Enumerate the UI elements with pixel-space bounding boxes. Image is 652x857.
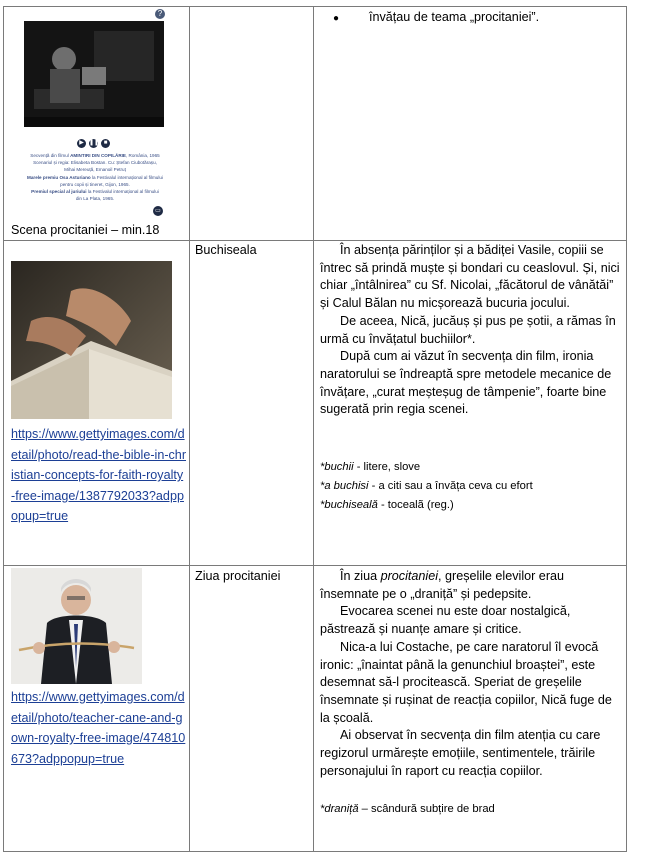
row-divider-2 — [3, 565, 627, 566]
row-heading-buchiseala: Buchiseala — [195, 243, 257, 257]
play-icon[interactable]: ▶ — [77, 139, 86, 148]
help-icon[interactable]: ? — [155, 9, 165, 19]
glossary-entry: *a buchisi - a citi sau a învăța ceva cu efort — [320, 480, 533, 492]
glossary-entry: *draniță – scândură subțire de brad — [320, 803, 495, 815]
paragraph: De aceea, Nică, jucăuș și pus pe șotii, a rămas în urmă cu învățatul buchiilor*. — [320, 313, 616, 346]
glossary-entry: *buchiseală - tocealã (reg.) — [320, 499, 454, 511]
stop-icon[interactable]: ■ — [101, 139, 110, 148]
bible-photo-graphic — [11, 261, 172, 419]
bullet-text: învățau de teama „procitaniei”. — [369, 10, 540, 24]
glossary-entry: *buchii - litere, slove — [320, 461, 421, 473]
column-divider-2 — [313, 6, 314, 852]
scene-caption: Scena procitaniei – min.18 — [11, 223, 160, 237]
image-source-link-1[interactable]: https://www.gettyimages.com/detail/photo/read-the-bible-in-christian-concepts-for-faith-royalty-free-image/1387792033?adppopup=true — [11, 427, 187, 523]
teacher-photo-graphic — [11, 568, 142, 684]
row-divider-1 — [3, 240, 627, 241]
table-border-left — [3, 6, 4, 852]
column-divider-1 — [189, 6, 190, 852]
paragraph: În absența părinților și a bădiței Vasile, copiii se întrec să prindă muște și bondari cu ceaslovul. Și, nici chiar „întâlnirea” cu Sf. Nicolai, „făcătorul de vânătăi” și Calul Bălan nu micșorează bucuria jocului. — [320, 243, 620, 311]
procitanie-text — [320, 568, 622, 780]
document-table — [3, 6, 627, 852]
paragraph: În ziua procitaniei, greșelile elevilor erau însemnate pe o „draniță” și pedepsite. — [320, 569, 565, 601]
video-player-thumbnail[interactable] — [24, 9, 166, 219]
teacher-with-cane-photo — [11, 568, 142, 684]
table-border-bottom — [3, 851, 627, 852]
table-border-top — [3, 6, 627, 7]
row-heading-ziua-procitaniei: Ziua procitaniei — [195, 569, 281, 583]
image-source-link-2[interactable]: https://www.gettyimages.com/detail/photo/teacher-cane-and-gown-royalty-free-image/474810673?adppopup=true — [11, 690, 186, 766]
paragraph: După cum ai văzut în secvența din film, ironia naratorului se îndreaptă spre metodele mecanice de învățare, „curat meșteșug de tâmpenie”, foarte bine sugerată prin regia scenei. — [320, 349, 612, 417]
procitanie-glossary — [320, 800, 622, 819]
fullscreen-icon[interactable]: ▭ — [153, 206, 163, 216]
table-border-right — [626, 6, 627, 852]
paragraph: Ai observat în secvența din film atenția cu care regizorul urmărește emoțiile, sentimentele, trăirile personajului în raport cu reacția copiilor. — [320, 728, 601, 778]
bullet-icon: ● — [333, 13, 340, 24]
buchiseala-text — [320, 242, 622, 419]
paragraph: Nica-a lui Costache, pe care naratorul îl evocă ironic: „înaintat până la genunchiul broaștei”, este desemnat să-l procitească. Speriat de greșelile însemnate și rușinat de reacția copiilor, Nică fuge de la școală. — [320, 639, 612, 725]
player-controls — [77, 139, 117, 149]
pause-icon[interactable]: ❚❚ — [89, 140, 100, 146]
paragraph: Evocarea scenei nu este doar nostalgică, păstrează și nuanțe amare și critice. — [320, 604, 571, 637]
bible-reading-photo — [11, 261, 172, 419]
buchiseala-glossary — [320, 458, 622, 515]
video-credits: Secvență din filmul AMINTIRI DIN COPILĂRIE, România, 1965 Scenariul și regia: Elisabeta Bostan. Cu: Ștefan Ciubotărașu, Mihai Mereuță, Emanoil Petruț Marele premiu Osa Asturiano la Festivalul internațional al filmului pentru copii și tineret, Gijon, 1965. Premiul special al juriului la Festivalul internațional al filmului din La Plata, 1965. — [27, 153, 163, 202]
